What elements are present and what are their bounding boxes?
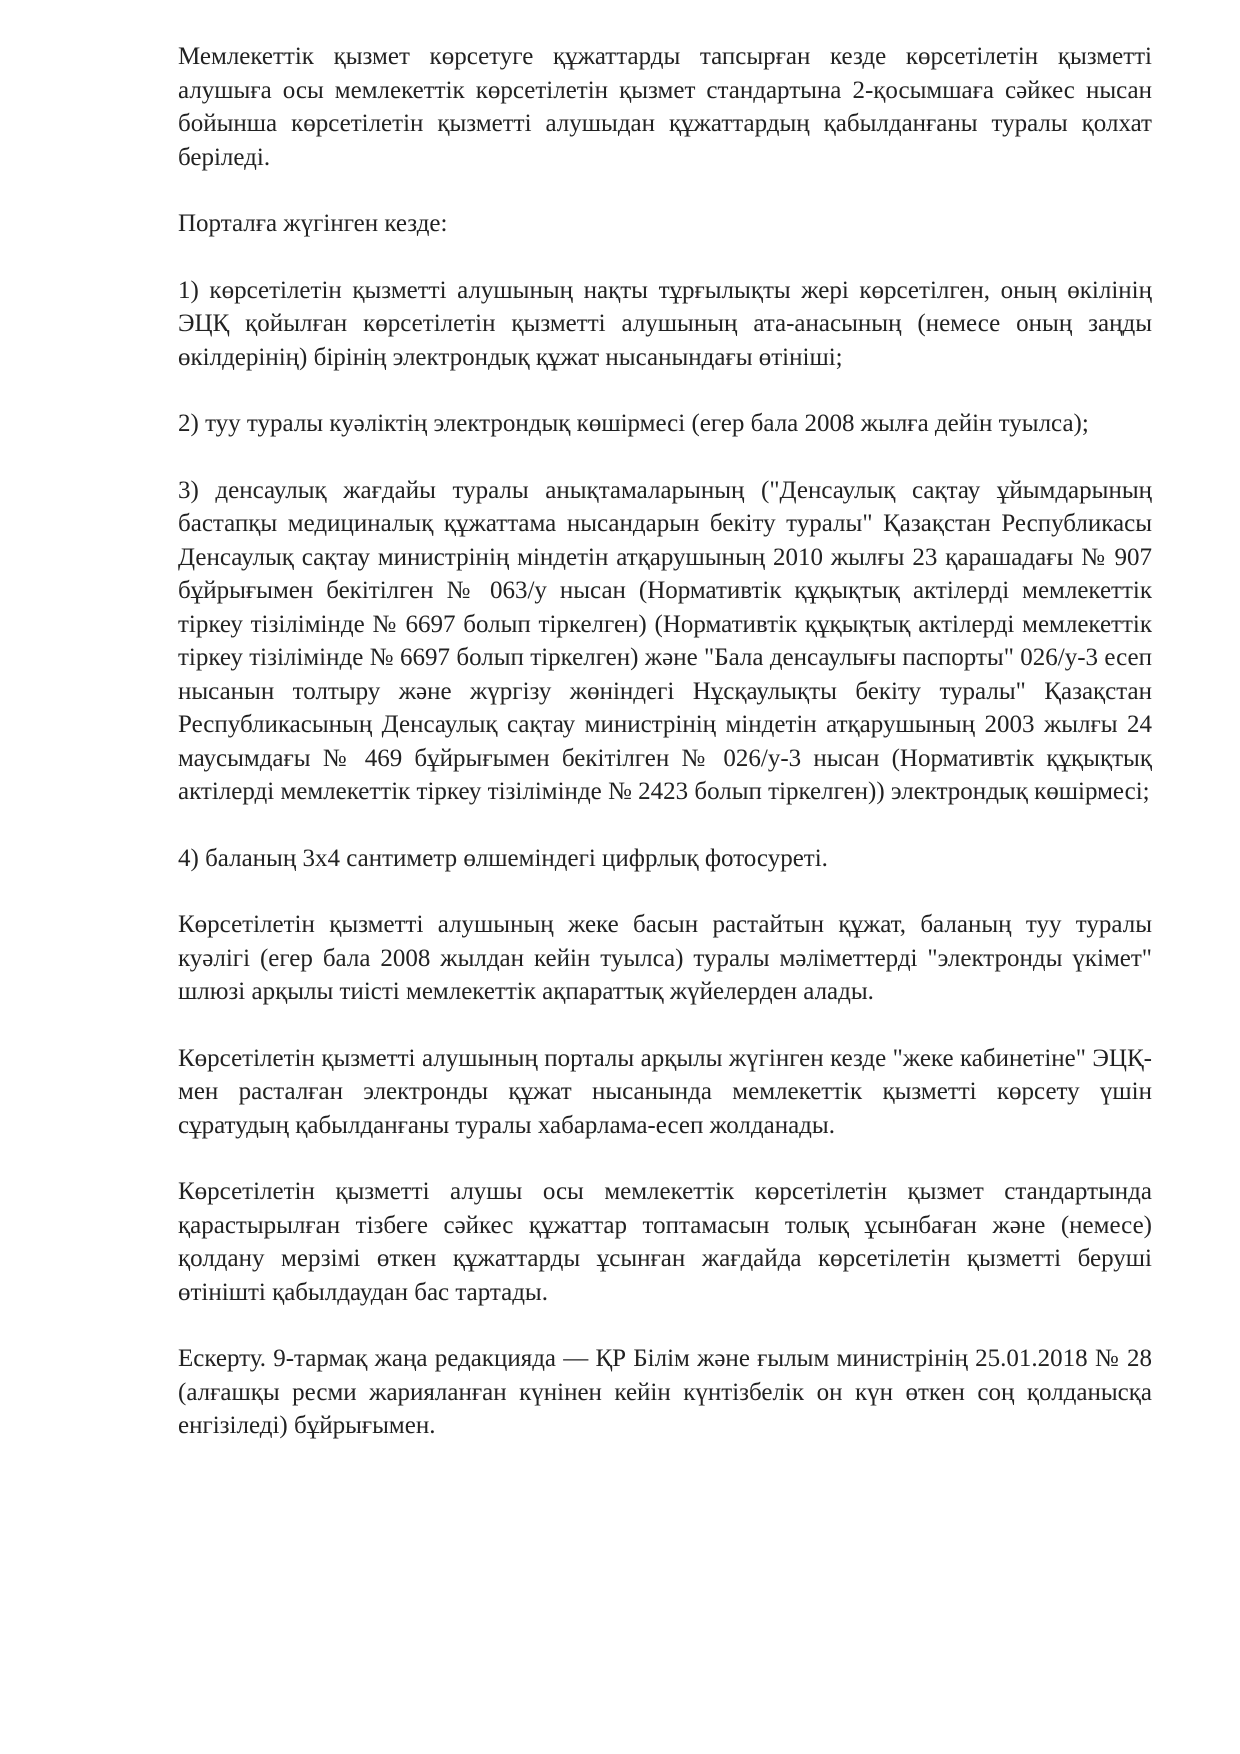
list-item-birth-certificate: 2) туу туралы куәліктің электрондық көшірмесі (егер бала 2008 жылға дейін туылса);	[178, 410, 1089, 437]
paragraph-document-receipt: Мемлекеттік қызмет көрсетуге құжаттарды тапсырған кезде көрсетілетін қызметті алушыға осы мемлекеттік көрсетілетін қызмет стандартына 2-қосымшаға сәйкес нысан бойынша көрсетілетін қызметті алушыдан құжаттардың қабылданғаны туралы қолхат беріледі.	[178, 43, 1152, 171]
paragraph-personal-cabinet-notice: Көрсетілетін қызметті алушының порталы арқылы жүгінген кезде "жеке кабинетіне" ЭЦҚ-мен расталған электронды құжат нысанында мемлекеттік қызметті көрсету үшін сұратудың қабылданғаны туралы хабарлама-есеп жолданады.	[178, 1044, 1152, 1139]
list-item-application: 1) көрсетілетін қызметті алушының нақты тұрғылықты жері көрсетілген, оның өкілінің ЭЦҚ қойылған көрсетілетін қызметті алушының ата-анасының (немесе оның заңды өкілдерінің) бірінің электрондық құжат нысанындағы өтініші;	[178, 276, 1152, 371]
paragraph-portal-intro: Порталға жүгінген кезде:	[178, 210, 448, 237]
list-item-photo: 4) баланың 3х4 сантиметр өлшеміндегі цифрлық фотосуреті.	[178, 844, 828, 872]
document-page	[178, 40, 1152, 1443]
paragraph-editorial-note: Ескерту. 9-тармақ жаңа редакцияда — ҚР Білім және ғылым министрінің 25.01.2018 № 28 (алғашқы ресми жарияланған күнінен кейін күнтізбелік он күн өткен соң қолданысқа енгізіледі) бұйрығымен.	[178, 1345, 1152, 1439]
list-item-health-certificates: 3) денсаулық жағдайы туралы анықтамаларының ("Денсаулық сақтау ұйымдарының бастапқы медициналық құжаттама нысандарын бекіту туралы" Қазақстан Республикасы Денсаулық сақтау министрінің міндетін атқарушының 2010 жылғы 23 қарашадағы № 907 бұйрығымен бекітілген № 063/у нысан (Нормативтік құқықтық актілерді мемлекеттік тіркеу тізілімінде № 6697 болып тіркелген) (Нормативтік құқықтық актілерді мемлекеттік тіркеу тізілімінде № 6697 болып тіркелген) және "Бала денсаулығы паспорты" 026/у-3 есеп нысанын толтыру және жүргізу жөніндегі Нұсқаулықты бекіту туралы" Қазақстан Республикасының Денсаулық сақтау министрінің міндетін атқарушының 2003 жылғы 24 маусымдағы № 469 бұйрығымен бекітілген № 026/у-3 нысан (Нормативтік құқықтық актілерді мемлекеттік тіркеу тізілімінде № 2423 болып тіркелген)) электрондық көшірмесі;	[178, 476, 1152, 805]
paragraph-e-government-gateway: Көрсетілетін қызметті алушының жеке басын растайтын құжат, баланың туу туралы куәлігі (егер бала 2008 жылдан кейін туылса) туралы мәліметтерді "электронды үкімет" шлюзі арқылы тиісті мемлекеттік ақпараттық жүйелерден алады.	[178, 911, 1152, 1005]
paragraph-refusal-conditions: Көрсетілетін қызметті алушы осы мемлекеттік көрсетілетін қызмет стандартында қарастырылған тізбеге сәйкес құжаттар топтамасын толық ұсынбаған және (немесе) қолдану мерзімі өткен құжаттарды ұсынған жағдайда көрсетілетін қызметті беруші өтінішті қабылдаудан бас тартады.	[178, 1178, 1152, 1306]
